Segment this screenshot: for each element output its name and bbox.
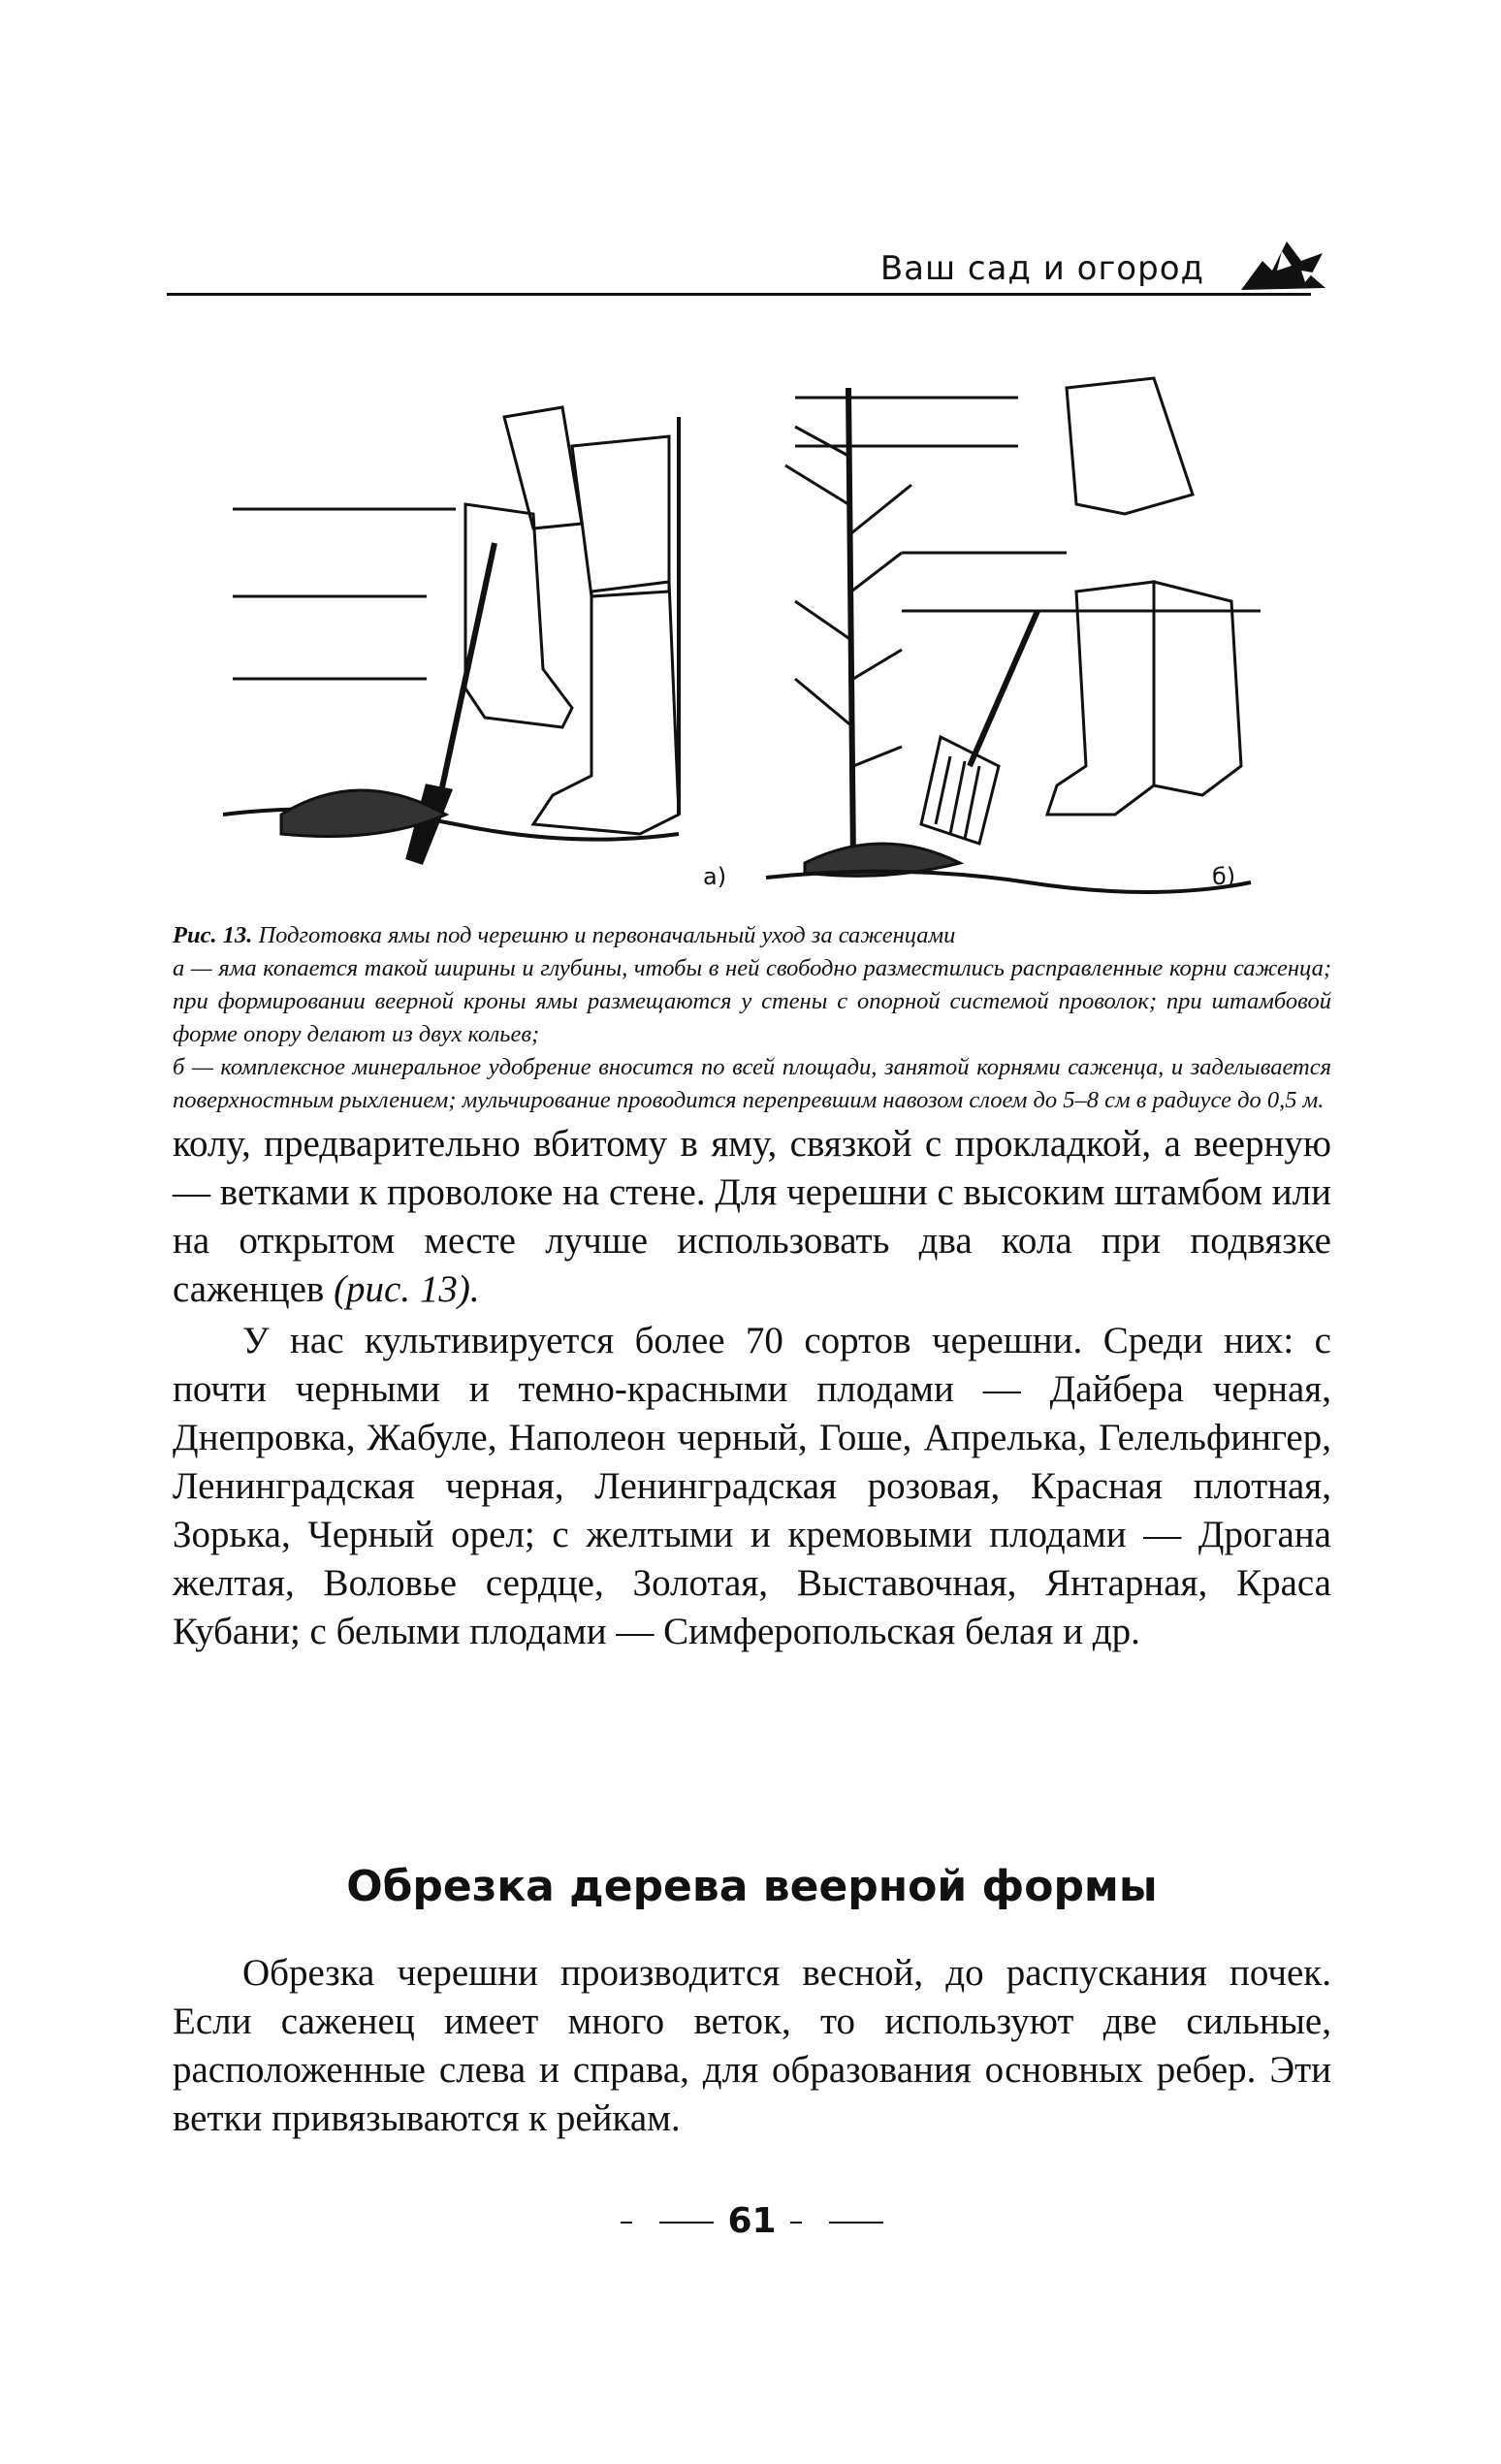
section-title: Обрезка дерева веерной формы [346,1862,1158,1911]
page-header [167,238,1330,296]
figure-caption [173,919,1331,1117]
page-number-dash [621,2222,632,2224]
decorative-logo-icon [1233,232,1330,294]
header-rule [167,293,1311,296]
caption-part-b: б — комплексное минеральное удобрение вносится по всей площади, занятой корнями саженца, и заделывается поверхностным рыхлением; мульчирование проводится перепревшим навозом слоем до 5–8 см в радиусе до 0,5 м. [173,1054,1331,1113]
page-number-block [173,2201,1331,2241]
page-number-dash [790,2222,802,2224]
paragraph-2-block [173,1317,1331,1656]
paragraph-1-block [173,1120,1331,1314]
leg [1067,378,1193,514]
caption-part-a: а — яма копается такой ширины и глубины, чтобы в ней свободно разместились расправленные корни саженца; при формировании веерной кроны ямы размещаются у стены с опорной системой проволок; при штамбовой форме опору делают из двух кольев; [173,955,1331,1047]
boot-left [1047,582,1154,815]
figure-label-a: а) [703,863,727,890]
boot-right [533,582,679,834]
caption-title: Подготовка ямы под черешню и первоначальный уход за саженцами [258,922,956,948]
leg [572,436,669,596]
page-number: 61 [727,2201,777,2241]
page-number-dash [659,2222,714,2224]
paragraph-3-block [173,1949,1331,2143]
paragraph-3: Обрезка черешни производится весной, до распускания почек. Если саженец имеет много веток, то используют две сильные, расположенные слева и справа, для образования основных ребер. Эти ветки привязываются к рейкам. [173,1952,1331,2139]
page-number-dash [829,2222,883,2224]
figure-label-b: б) [1212,863,1236,890]
figure-illustration [223,359,1261,902]
caption-prefix: Рис. 13. [173,922,253,948]
figure-reference: (рис. 13). [334,1268,480,1310]
boot-right [1154,582,1241,795]
paragraph-2: У нас культивируется более 70 сортов черешни. Среди них: с почти черными и темно-красными плодами — Дайбера черная, Днепровка, Жабуле, Наполеон черный, Гоше, Апрелька, Гелельфингер, Ленинградская черная, Ленинградская розовая, Красная плотная, Зорька, Черный орел; с желтыми и кремовыми плодами — Дрогана желтая, Воловье сердце, Золотая, Выставочная, Янтарная, Краса Кубани; с белыми плодами — Симферопольская белая и др. [173,1320,1331,1652]
paragraph-1: колу, предварительно вбитому в яму, связкой с прокладкой, а веерную — ветками к проволоке на стене. Для черешни с высоким штамбом или на открытом месте лучше использовать два кола при подвязке саженцев [173,1123,1331,1310]
fork-tines [936,756,979,839]
figure-13 [223,359,1261,902]
tree-trunk [848,388,853,863]
header-title: Ваш сад и огород [879,249,1204,288]
fork-handle [970,611,1038,766]
